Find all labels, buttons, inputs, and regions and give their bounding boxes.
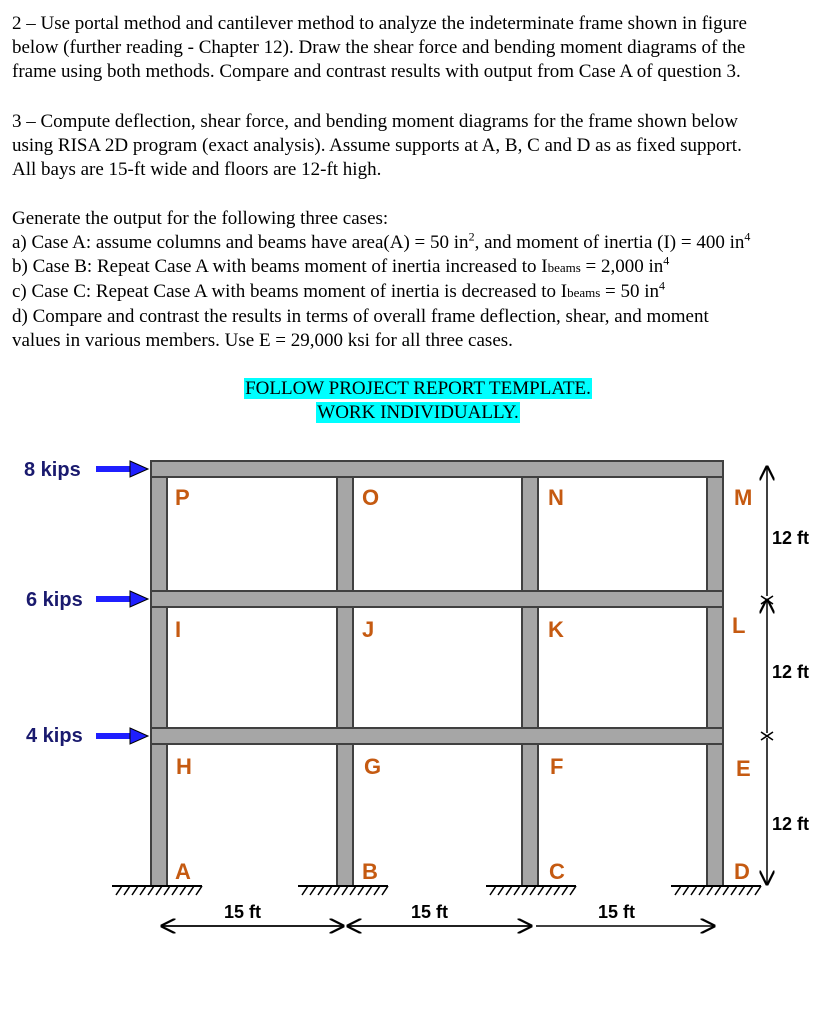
fixed-support (671, 886, 761, 895)
node-label: D (734, 859, 750, 884)
fixed-support (112, 886, 202, 895)
node-label: L (732, 613, 746, 638)
node-label: B (362, 859, 378, 884)
node-label: A (175, 859, 191, 884)
node-label: E (736, 756, 751, 781)
q3-line: 3 – Compute deflection, shear force, and bending moment diagrams for the frame shown below (12, 111, 739, 132)
q3-line: All bays are 15-ft wide and floors are 12-ft high. (12, 159, 382, 180)
columns (151, 462, 723, 886)
width-label: 15 ft (598, 902, 636, 922)
node-label: H (176, 754, 192, 779)
column (337, 462, 353, 886)
notice-line: WORK INDIVIDUALLY. (317, 402, 519, 423)
q2-line: below (further reading - Chapter 12). Draw the shear force and bending moment diagrams of the (12, 37, 746, 58)
case-a: a) Case A: assume columns and beams have area(A) = 50 $in^2$, and moment of inertia (I) = 400 $in^4$ (12, 229, 751, 253)
load-label: 6 kips (26, 589, 83, 611)
load-arrow-icon (96, 461, 148, 477)
fixed-supports (112, 886, 761, 895)
node-label: G (364, 754, 382, 779)
case-b: b) Case B: Repeat Case A with beams moment of inertia increased to Ibeams = 2,000 $in^4$ (12, 253, 670, 277)
case-c: c) Case C: Repeat Case A with beams moment of inertia is decreased to Ibeams = 50 $in^4$ (12, 278, 666, 302)
beams (151, 461, 723, 744)
node-label: J (362, 617, 375, 642)
height-label: 12 ft (772, 662, 810, 682)
beam-floor-1 (151, 728, 723, 744)
fixed-support (298, 886, 388, 895)
node-label: I (175, 617, 182, 642)
fixed-support (486, 886, 576, 895)
node-label: M (734, 485, 753, 510)
node-label: C (549, 859, 565, 884)
q2-line: 2 – Use portal method and cantilever method to analyze the indeterminate frame shown in figure (12, 13, 747, 34)
node-label: N (548, 485, 564, 510)
column (151, 462, 167, 886)
q3-line: using RISA 2D program (exact analysis). Assume supports at A, B, C and D as as fixed support. (12, 135, 742, 156)
case-d: values in various members. Use E = 29,000 ksi for all three cases. (12, 330, 513, 351)
node-label: P (175, 485, 190, 510)
column (707, 462, 723, 886)
load-label: 4 kips (26, 725, 83, 747)
load-label: 8 kips (24, 459, 81, 481)
case-d: d) Compare and contrast the results in terms of overall frame deflection, shear, and moment (12, 306, 709, 327)
node-labels (175, 485, 752, 884)
notice-line: FOLLOW PROJECT REPORT TEMPLATE. (245, 378, 591, 399)
beam-floor-2 (151, 591, 723, 607)
node-label: K (548, 617, 564, 642)
q2-line: frame using both methods. Compare and contrast results with output from Case A of question 3. (12, 61, 741, 82)
beam-roof (151, 461, 723, 477)
node-label: F (550, 754, 564, 779)
load-arrows (96, 461, 148, 744)
height-label: 12 ft (772, 814, 810, 834)
load-arrow-icon (96, 591, 148, 607)
load-arrow-icon (96, 728, 148, 744)
width-label: 15 ft (224, 902, 262, 922)
height-label: 12 ft (772, 528, 810, 548)
width-label: 15 ft (411, 902, 449, 922)
node-label: O (362, 485, 380, 510)
cases-intro: Generate the output for the following three cases: (12, 208, 389, 229)
column (522, 462, 538, 886)
